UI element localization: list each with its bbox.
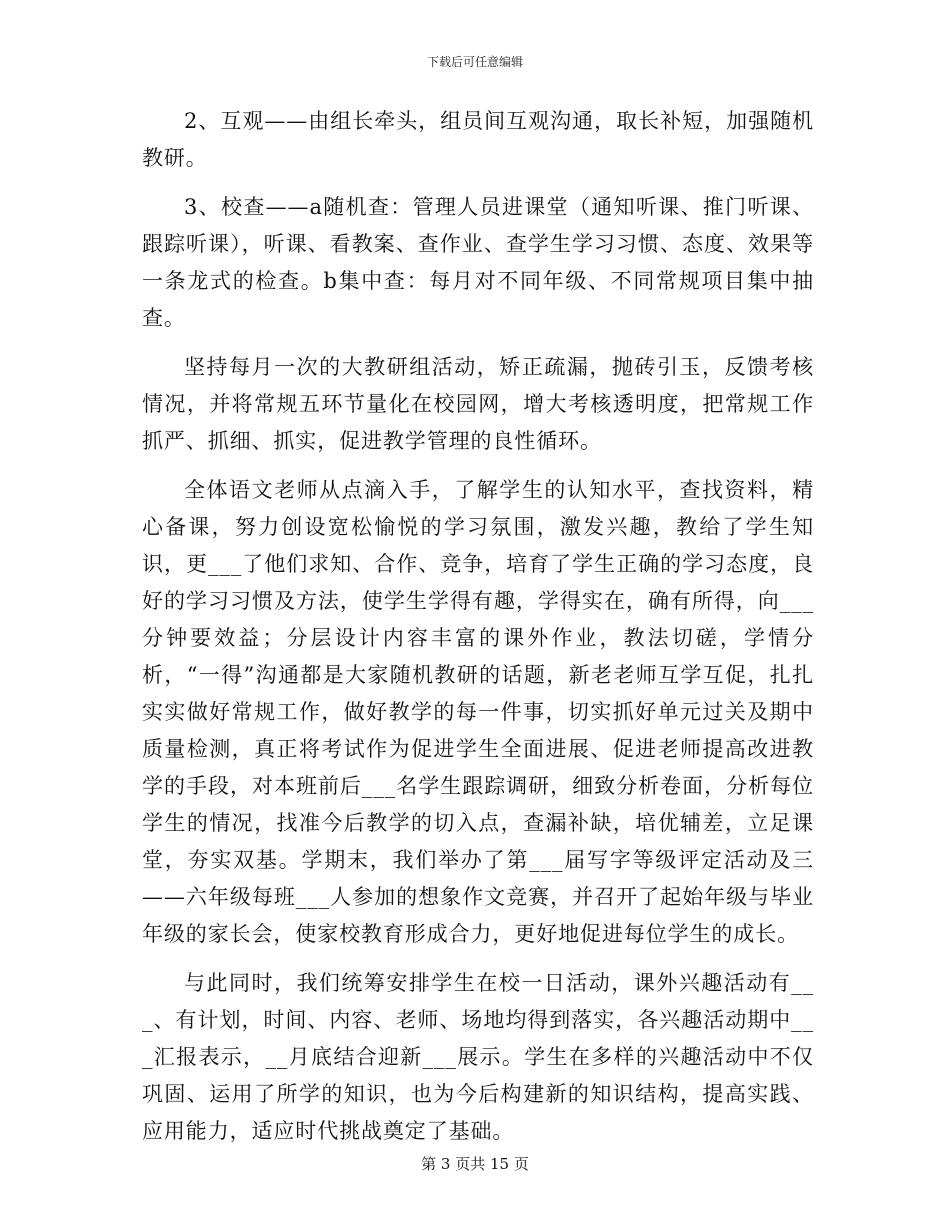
page-header: 下载后可任意编辑: [426, 55, 523, 69]
paragraph-student-activities: 与此同时，我们统筹安排学生在校一日活动，课外兴趣活动有___、有计划，时间、内容、老师、场地均得到落实，各兴趣活动期中___汇报表示，__月底结合迎新___展示。学生在多样的兴趣活动中不仅巩固、运用了所学的知识，也为今后构建新的知识结构，提高实践、应用能力，适应时代挑战奠定了基础。: [142, 971, 814, 1143]
paragraph-school-inspection: 3、校查——a随机查：管理人员进课堂（通知听课、推门听课、跟踪听课），听课、看教案、查作业、查学生学习习惯、态度、效果等一条龙式的检查。b集中查：每月对不同年级、不同常规项目集中抽查。: [142, 195, 814, 330]
paragraph-mutual-observation: 2、互观——由组长牵头，组员间互观沟通，取长补短，加强随机教研。: [142, 109, 814, 170]
paragraph-monthly-activity: 坚持每月一次的大教研组活动，矫正疏漏，抛砖引玉，反馈考核情况，并将常规五环节量化在校园网，增大考核透明度，把常规工作抓严、抓细、抓实，促进教学管理的良性循环。: [142, 355, 814, 453]
page-number: 第 3 页共 15 页: [421, 1155, 529, 1173]
document-body: [142, 103, 814, 1162]
paragraph-chinese-teachers: 全体语文老师从点滴入手，了解学生的认知水平，查找资料，精心备课，努力创设宽松愉悦的学习氛围，激发兴趣，教给了学生知识，更___了他们求知、合作、竞争，培育了学生正确的学习态度，良好的学习习惯及方法，使学生学得有趣，学得实在，确有所得，向___分钟要效益；分层设计内容丰富的课外作业，教法切磋，学情分析，“一得”沟通都是大家随机教研的话题，新老老师互学互促，扎扎实实做好常规工作，做好教学的每一件事，切实抓好单元过关及期中质量检测，真正将考试作为促进学生全面进展、促进老师提高改进教学的手段，对本班前后___名学生跟踪调研，细致分析卷面，分析每位学生的情况，找准今后教学的切入点，查漏补缺，培优辅差，立足课堂，夯实双基。学期末，我们举办了第___届写字等级评定活动及三——六年级每班___人参加的想象作文竞赛，并召开了起始年级与毕业年级的家长会，使家校教育形成合力，更好地促进每位学生的成长。: [142, 478, 814, 946]
